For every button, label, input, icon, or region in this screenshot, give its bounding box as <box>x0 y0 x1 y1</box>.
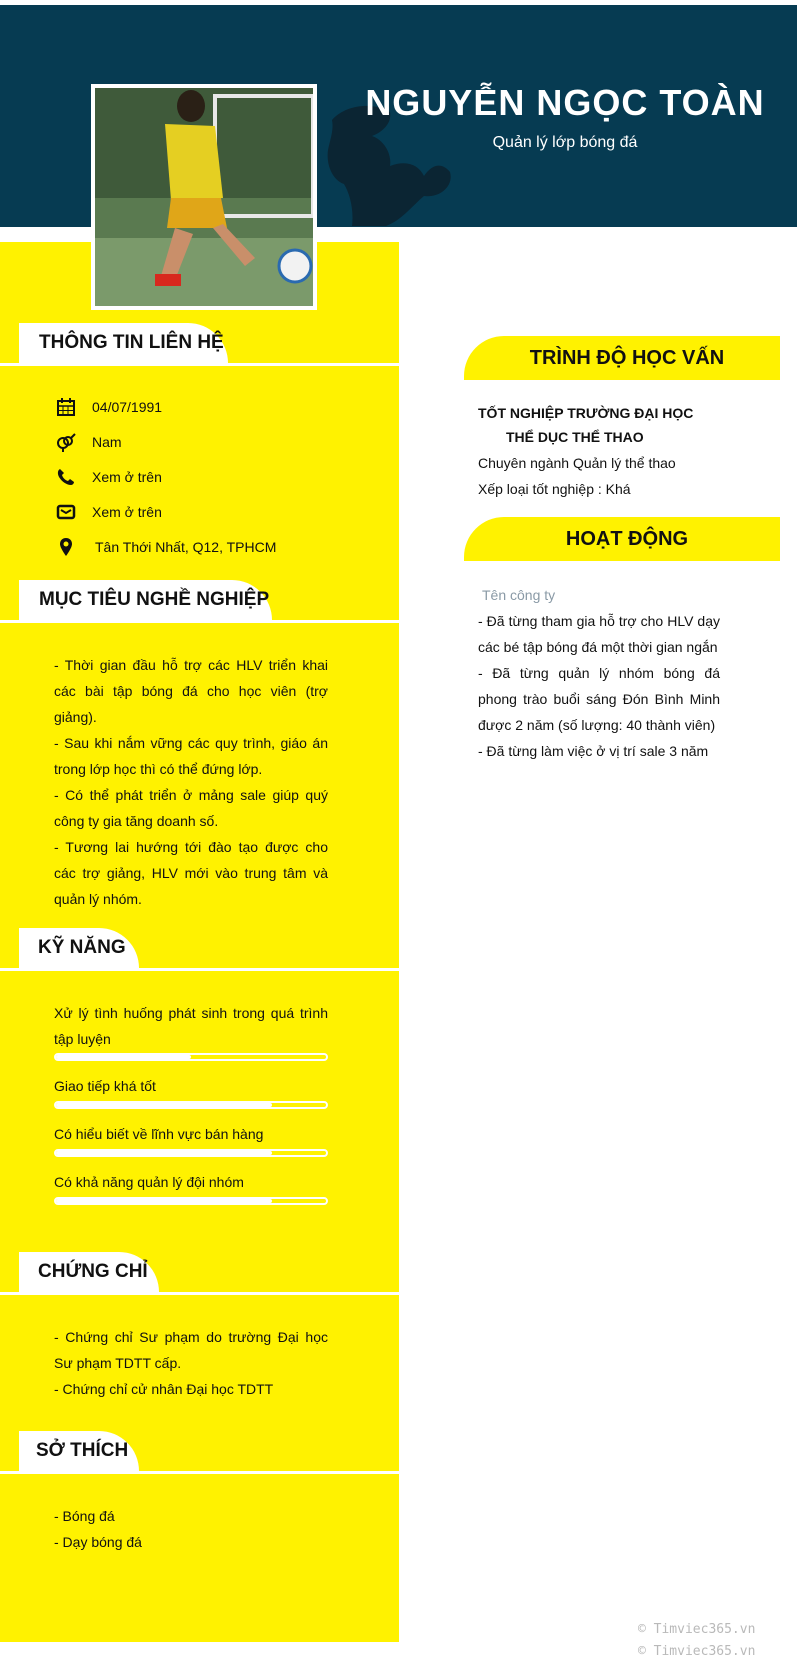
contact-phone <box>54 465 162 489</box>
contact-email <box>54 500 162 524</box>
section-divider <box>0 1292 399 1295</box>
skill-bar-fill <box>56 1199 272 1203</box>
phone-value: Xem ở trên <box>92 469 162 485</box>
education-school <box>478 401 693 449</box>
section-divider <box>0 620 399 623</box>
section-title-hobbies: SỞ THÍCH <box>19 1431 139 1471</box>
certificates-text: - Chứng chỉ Sư phạm do trường Đại học Sư phạm TDTT cấp. - Chứng chỉ cử nhân Đại học TDTT <box>54 1329 328 1397</box>
watermark-text: © Timviec365.vn <box>638 1644 756 1659</box>
contact-gender <box>54 430 122 454</box>
skill-bar <box>54 1149 328 1157</box>
section-title-education: TRÌNH ĐỘ HỌC VẤN <box>464 336 780 380</box>
education-school-line2: THỂ DỤC THỂ THAO <box>506 429 644 445</box>
section-title-certificates: CHỨNG CHỈ <box>19 1252 159 1292</box>
skill-label: Có khả năng quản lý đội nhóm <box>54 1174 244 1190</box>
contact-address <box>54 535 276 559</box>
education-major: Chuyên ngành Quản lý thể thao <box>478 455 676 471</box>
email-icon <box>54 500 78 524</box>
location-pin-icon <box>54 535 78 559</box>
section-title-objective: MỤC TIÊU NGHỀ NGHIỆP <box>19 580 272 620</box>
candidate-name: NGUYỄN NGỌC TOÀN <box>365 82 765 123</box>
education-grade: Xếp loại tốt nghiệp : Khá <box>478 481 631 497</box>
activities-text: - Đã từng tham gia hỗ trợ cho HLV dạy các bé tập bóng đá một thời gian ngắn - Đã từng quản lý nhóm bóng đá phong trào buổi sáng Đón Bình Minh được 2 năm (số lượng: 40 thành viên) - Đã từng làm việc ở vị trí sale 3 năm <box>478 613 720 759</box>
phone-icon <box>54 465 78 489</box>
section-divider <box>0 1471 399 1474</box>
skill-bar <box>54 1197 328 1205</box>
activities-company: Tên công ty <box>482 587 556 603</box>
skill-label: Giao tiếp khá tốt <box>54 1078 156 1094</box>
skill-bar-fill <box>56 1103 272 1107</box>
education-school-line1: TỐT NGHIỆP TRƯỜNG ĐẠI HỌC <box>478 405 694 421</box>
section-title-contact: THÔNG TIN LIÊN HỆ <box>19 323 228 363</box>
skill-bar-fill <box>56 1151 272 1155</box>
section-divider <box>0 968 399 971</box>
hobbies-text: - Bóng đá - Dạy bóng đá <box>54 1508 142 1550</box>
gender-icon <box>54 430 78 454</box>
birthday-value: 04/07/1991 <box>92 399 163 415</box>
gender-value: Nam <box>92 434 122 450</box>
skill-label: Xử lý tình huống phát sinh trong quá trình tập luyện <box>54 1005 328 1047</box>
skill-bar-fill <box>56 1055 191 1059</box>
address-value: Tân Thới Nhất, Q12, TPHCM <box>95 539 277 555</box>
skill-bar <box>54 1053 328 1061</box>
skill-label: Có hiểu biết về lĩnh vực bán hàng <box>54 1126 264 1142</box>
section-divider <box>0 363 399 366</box>
email-value: Xem ở trên <box>92 504 162 520</box>
candidate-role: Quản lý lớp bóng đá <box>492 134 638 151</box>
skill-bar <box>54 1101 328 1109</box>
watermark-text: © Timviec365.vn <box>638 1622 756 1637</box>
section-title-skills: KỸ NĂNG <box>19 928 139 968</box>
contact-birthday <box>54 395 162 419</box>
objective-text: - Thời gian đầu hỗ trợ các HLV triển khai các bài tập bóng đá cho học viên (trợ giảng). - Sau khi nắm vững các quy trình, giáo án trong lớp học thì có thể đứng lớp. - Có thể phát triển ở mảng sale giúp quý công ty gia tăng doanh số. - Tương lai hướng tới đào tạo được cho các trợ giảng, HLV mới vào trung tâm và quản lý nhóm. <box>54 657 328 907</box>
profile-photo <box>91 84 317 310</box>
section-title-activities: HOẠT ĐỘNG <box>464 517 780 561</box>
calendar-icon <box>54 395 78 419</box>
